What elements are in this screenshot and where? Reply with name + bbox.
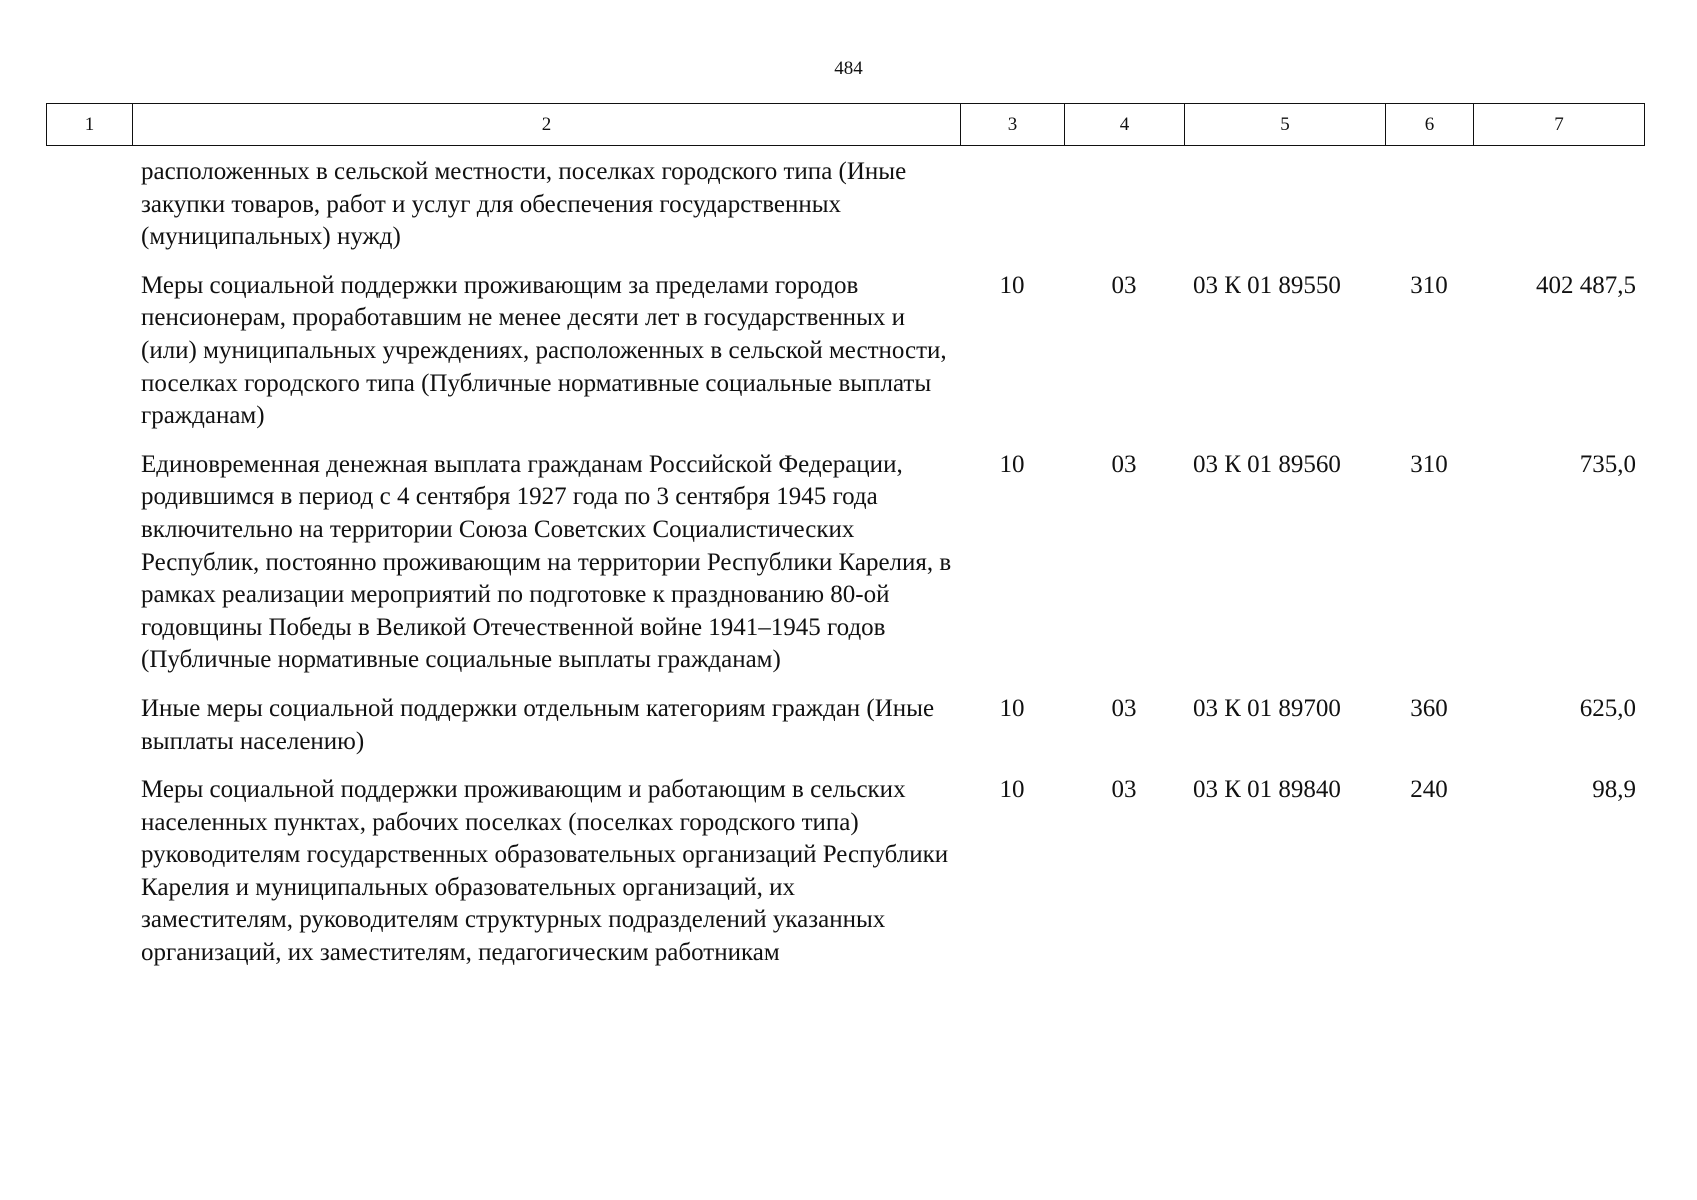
row-target-article: 03 К 01 89700: [1193, 694, 1341, 722]
table-row: [46, 270, 1644, 449]
row-section: 10: [999, 776, 1025, 804]
row-target-article: 03 К 01 89560: [1193, 450, 1341, 478]
header-col-4: 4: [1065, 104, 1185, 146]
row-expense-type: 310: [1410, 450, 1448, 478]
header-col-6: 6: [1386, 104, 1474, 146]
table-row: [46, 449, 1644, 693]
row-subsection: [1064, 156, 1184, 270]
row-target-article: [1184, 156, 1385, 270]
row-expense-type: 360: [1410, 694, 1448, 722]
header-col-7: 7: [1474, 104, 1645, 146]
row-section: 10: [999, 450, 1025, 478]
row-description: Иные меры социальной поддержки отдельным категориям граждан (Иные выплаты населению): [141, 694, 935, 755]
row-amount: [1473, 156, 1644, 270]
table-row: [46, 774, 1644, 986]
row-description: Меры социальной поддержки проживающим за пределами городов пенсионерам, проработавшим не менее десяти лет в государственных и (или) муниципальных учреждениях, расположенных в сельской местности, поселках городского типа (Публичные нормативные социальные выплаты гражданам): [141, 271, 947, 430]
budget-table-body: [46, 156, 1644, 986]
row-subsection: 03: [1111, 450, 1137, 478]
row-expense-type: 310: [1410, 271, 1448, 299]
row-description: расположенных в сельской местности, поселках городского типа (Иные закупки товаров, работ и услуг для обеспечения государственных (муниципальных) нужд): [141, 158, 907, 251]
row-description: Меры социальной поддержки проживающим и работающим в сельских населенных пунктах, рабочих поселках (поселках городского типа) руководителям государственных образовательных организаций Республики Карелия и муниципальных образовательных организаций, их заместителям, руководителям структурных подразделений указанных организаций, их заместителям, педагогическим работникам: [141, 776, 949, 967]
row-section: 10: [999, 694, 1025, 722]
row-subsection: 03: [1111, 694, 1137, 722]
row-description: Единовременная денежная выплата гражданам Российской Федерации, родившимся в период с 4 сентября 1927 года по 3 сентября 1945 года включительно на территории Союза Советских Социалистических Республик, постоянно проживающим на территории Республики Карелия, в рамках реализации мероприятий по подготовке к празднованию 80-ой годовщины Победы в Великой Отечественной войне 1941–1945 годов (Публичные нормативные социальные выплаты гражданам): [141, 450, 952, 674]
row-section: [960, 156, 1064, 270]
page-number: 484: [834, 58, 863, 79]
row-subsection: 03: [1111, 271, 1137, 299]
row-amount: 98,9: [1592, 776, 1636, 804]
row-amount: 625,0: [1579, 694, 1636, 722]
header-col-5: 5: [1185, 104, 1386, 146]
row-amount: 735,0: [1579, 450, 1636, 478]
column-number-header: [46, 103, 1645, 146]
row-expense-type: 240: [1410, 776, 1448, 804]
header-col-2: 2: [133, 104, 961, 146]
row-expense-type: [1385, 156, 1473, 270]
row-subsection: 03: [1111, 776, 1137, 804]
table-row: [46, 156, 1644, 270]
header-col-1: 1: [47, 104, 133, 146]
row-target-article: 03 К 01 89840: [1193, 776, 1341, 804]
header-col-3: 3: [961, 104, 1065, 146]
row-target-article: 03 К 01 89550: [1193, 271, 1341, 299]
table-row: [46, 693, 1644, 774]
header-row: [47, 104, 1645, 146]
row-amount: 402 487,5: [1536, 271, 1636, 299]
row-section: 10: [999, 271, 1025, 299]
